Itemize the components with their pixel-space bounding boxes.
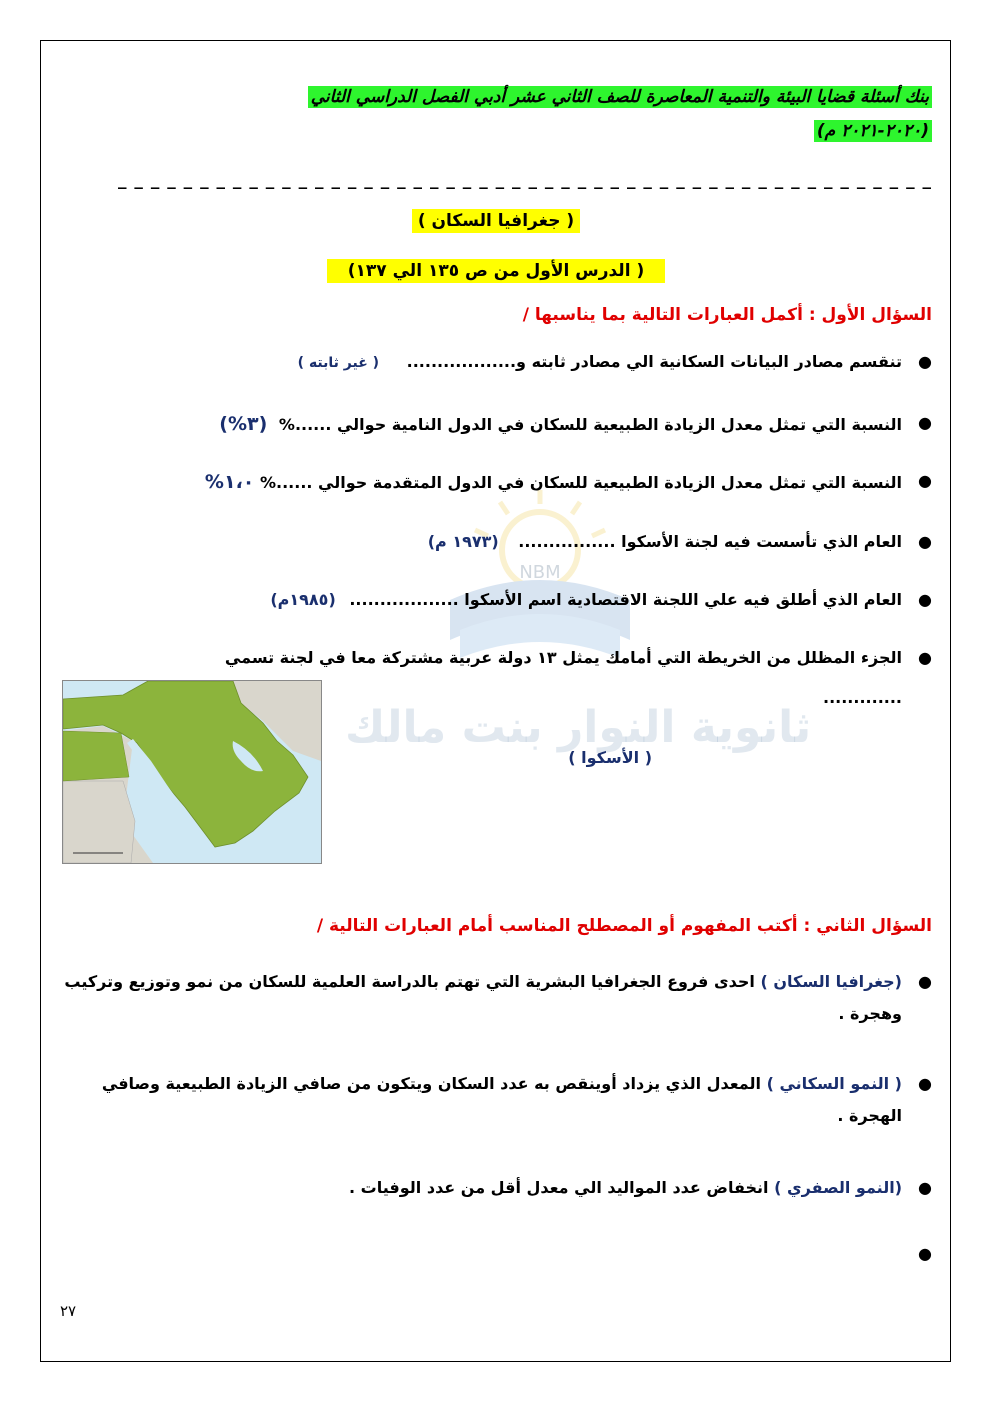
q2-item-3: ● (النمو الصفري ) انخفاض عدد المواليد الي معدل أقل من عدد الوفيات . [62, 1172, 932, 1204]
divider-line: _ _ _ _ _ _ _ _ _ _ _ _ _ _ _ _ _ _ _ _ _ _ _ _ _ _ _ _ _ _ _ _ _ _ _ _ _ _ _ _ _ _ _ _ _ _ _ _ _ _ [118, 170, 933, 190]
q1-item-2: ● النسبة التي تمثل معدل الزيادة الطبيعية للسكان في الدول النامية حوالي ......% (٣%) [219, 413, 932, 435]
q2-item-1: ● (جغرافيا السكان ) احدى فروع الجغرافيا البشرية التي تهتم بالدراسة العلمية للسكان من نمو وتوزيع وتركيب وهجرة . [62, 966, 932, 1030]
q1-item-6-answer: ( الأسكوا ) [568, 748, 652, 767]
q1-item-1: ● تنقسم مصادر البيانات السكانية الي مصادر ثابته و.................. ( غير ثابته ) [297, 352, 932, 371]
logo-text: NBM [519, 562, 561, 583]
page-number: ٢٧ [60, 1302, 77, 1320]
q1-item-5: ● العام الذي أطلق فيه علي اللجنة الاقتصادية اسم الأسكوا .................. (١٩٨٥م) [270, 590, 932, 609]
bullet-icon: ● [918, 413, 932, 432]
q1-item-6-blank: ............. [822, 688, 902, 707]
school-logo-watermark [440, 480, 640, 670]
unit-title: ( جغرافيا السكان ) [412, 209, 580, 233]
lesson-title: ( الدرس الأول من ص ١٣٥ الي ١٣٧) [327, 259, 665, 283]
q1-item-6: ● الجزء المظلل من الخريطة التي أمامك يمثل ١٣ دولة عربية مشتركة معا في لجنة تسمي [224, 648, 932, 667]
header-title: بنك أسئلة قضايا البيئة والتنمية المعاصرة للصف الثاني عشر أدبي الفصل الدراسي الثاني [308, 86, 932, 108]
answer: (١٩٨٥م) [270, 590, 336, 609]
bullet-icon: ● [918, 648, 932, 667]
bullet-icon: ● [918, 1074, 932, 1093]
answer: ١،٠% [204, 471, 255, 493]
bullet-icon: ● [918, 590, 932, 609]
term: (النمو الصفري ) [774, 1178, 902, 1197]
bullet-icon: ● [918, 352, 932, 371]
map-drawing [63, 681, 321, 863]
answer: (١٩٧٣ م) [427, 532, 499, 551]
answer: ( غير ثابته ) [297, 355, 380, 371]
bullet-icon: ● [918, 1178, 932, 1197]
school-name-watermark: ثانوية النوار بنت مالك [345, 702, 812, 753]
term: (جغرافيا السكان ) [760, 972, 902, 991]
header-year: (٢٠٢٠-٢٠٢١ م) [814, 120, 932, 142]
bullet-icon: ● [918, 471, 932, 490]
bullet-icon: ● [918, 972, 932, 991]
term: ( النمو السكاني ) [766, 1074, 902, 1093]
answer: (٣%) [219, 413, 268, 435]
middle-east-map [62, 680, 322, 864]
question-2-heading: السؤال الثاني : أكتب المفهوم أو المصطلح المناسب أمام العبارات التالية / [316, 916, 932, 936]
bullet-icon: ● [918, 532, 932, 551]
bullet-icon: ● [918, 1244, 932, 1263]
q2-item-2: ● ( النمو السكاني ) المعدل الذي يزداد أوينقص به عدد السكان ويتكون من صافي الزيادة الطبيعية وصافي الهجرة . [62, 1068, 932, 1132]
question-1-heading: السؤال الأول : أكمل العبارات التالية بما يناسبها / [522, 305, 932, 325]
q1-item-3: ● النسبة التي تمثل معدل الزيادة الطبيعية للسكان في الدول المتقدمة حوالي ......% ١،٠% [204, 471, 932, 493]
q1-item-4: ● العام الذي تأسست فيه لجنة الأسكوا ................ (١٩٧٣ م) [427, 532, 932, 551]
